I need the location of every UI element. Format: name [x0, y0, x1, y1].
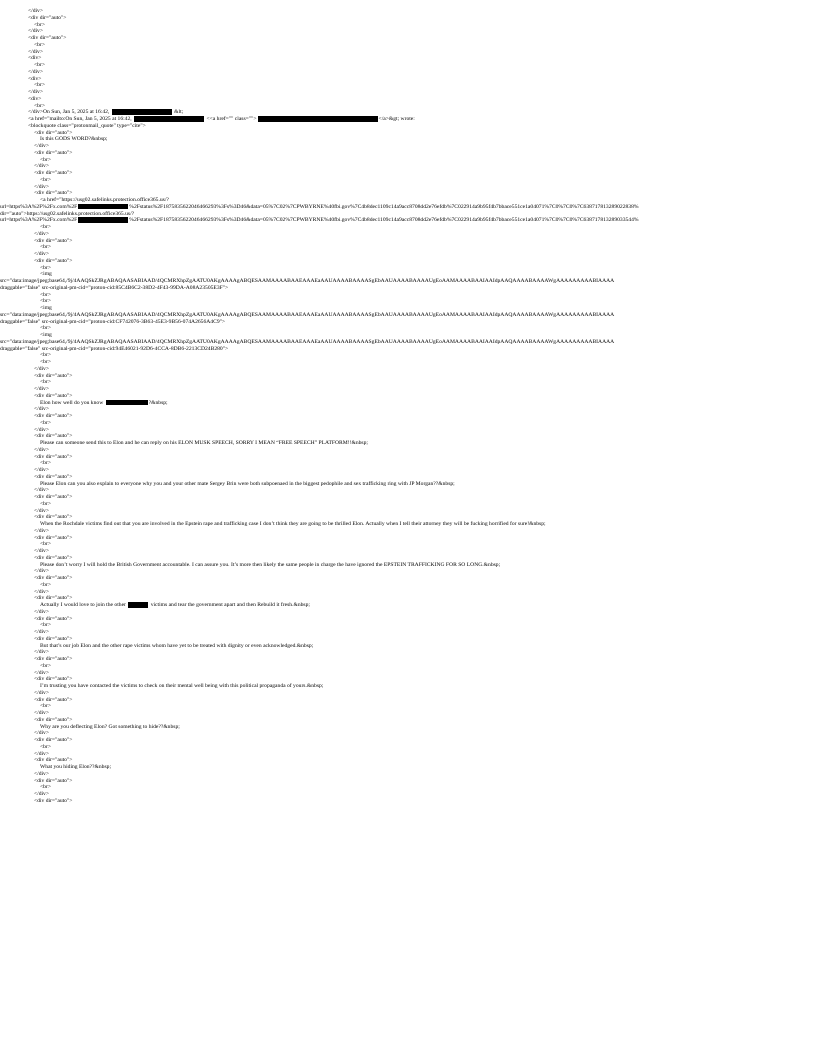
- line-text: <br>: [40, 541, 51, 548]
- source-line: [0, 379, 816, 386]
- source-line: [0, 231, 816, 238]
- line-text: <br>: [34, 82, 45, 89]
- line-text: <br>: [34, 21, 45, 28]
- line-text: &lt;: [172, 109, 184, 116]
- line-text: %2Fstatus%2F1875835622046466293%3Fs%3D46&data=05%7C02%7CPWBYRNE%40fbi.gov%7C4b8dec1109c14a9acc8708dd2e76efdb%7C022914a9b95f4b7bbace551ce1a04071%7C0%7C0%7C638717813289022838%: [129, 203, 639, 210]
- line-text: </div>On Sun, Jan 5, 2025 at 16:42,: [28, 109, 111, 116]
- source-line: [0, 683, 816, 690]
- source-line: [0, 454, 816, 461]
- source-line: [0, 271, 816, 278]
- line-text: </div>: [34, 446, 50, 453]
- line-text: <br>: [40, 662, 51, 669]
- source-line: [0, 440, 816, 447]
- source-line: [0, 562, 816, 569]
- source-line: [0, 359, 816, 366]
- source-line: [0, 42, 816, 49]
- line-text: </div>: [34, 730, 50, 737]
- line-text: <div dir="auto">: [34, 737, 73, 743]
- source-line: [0, 798, 816, 805]
- line-text: <br>: [34, 102, 45, 109]
- source-line: [0, 724, 816, 731]
- redaction-bar: [106, 400, 148, 406]
- line-text: <br>: [40, 176, 51, 183]
- line-text: </div>: [34, 163, 50, 170]
- line-text: </div>: [34, 467, 50, 473]
- source-line: [0, 170, 816, 177]
- line-text: <div dir="auto">: [34, 635, 73, 642]
- line-text: </div>: [34, 689, 50, 696]
- source-line: [0, 791, 816, 798]
- source-line: [0, 319, 816, 326]
- redaction-bar: [78, 217, 128, 223]
- line-text: src="data:image/jpeg;base64,/9j/4AAQSkZJRgABAQAASABIAAD/4QCMRXhpZgAATU0AKgAAAAgABQESAAMAAAABAAEAAAEaAAUAAAABAAAASgEbAAUAAAABAAAAUgEoAAMAAAABAAIAAIdpAAQAAAABAAAAWgAAAAAAAAABIAAAA: [0, 278, 615, 284]
- redaction-bar: [258, 116, 378, 122]
- line-text: </div>: [34, 527, 50, 534]
- line-text: <div dir="auto">: [34, 534, 73, 541]
- line-text: <div dir="auto">: [34, 494, 73, 500]
- line-text: <br>: [40, 743, 51, 750]
- source-line: [0, 676, 816, 683]
- source-line: [0, 346, 816, 353]
- source-line: [0, 69, 816, 76]
- email-source-document: [0, 8, 816, 805]
- source-line: [0, 663, 816, 670]
- line-text: <div dir="auto">: [34, 453, 73, 460]
- source-line: [0, 285, 816, 292]
- line-text: <div>: [28, 55, 42, 62]
- line-text: </div>: [34, 183, 50, 190]
- source-line: [0, 568, 816, 575]
- source-line: [0, 589, 816, 596]
- source-line: [0, 251, 816, 258]
- line-text: </div>: [34, 386, 50, 392]
- source-line: [0, 541, 816, 548]
- source-line: [0, 744, 816, 751]
- line-text: <br>: [40, 291, 51, 298]
- source-line: [0, 555, 816, 562]
- source-line: [0, 190, 816, 197]
- line-text: </div>: [34, 649, 50, 656]
- source-line: [0, 582, 816, 589]
- source-line: [0, 35, 816, 42]
- source-line: [0, 22, 816, 29]
- line-text: Please Elon can you also explain to everyone why you and your other mate Sergey Brin were both subpoenaed in the biggest pedophile and sex trafficking ring with JP Morgan??&nbsp;: [40, 480, 455, 487]
- line-text: </div>: [28, 28, 44, 35]
- line-text: </div>: [34, 669, 50, 676]
- source-line: [0, 447, 816, 454]
- source-line: [0, 325, 816, 332]
- source-line: [0, 278, 816, 285]
- source-line: [0, 717, 816, 724]
- source-line: [0, 427, 816, 434]
- line-text: </div>: [34, 608, 50, 615]
- source-line: [0, 730, 816, 737]
- line-text: <div dir="auto">: [34, 656, 73, 662]
- source-line: [0, 204, 816, 211]
- source-line: [0, 150, 816, 157]
- source-line: [0, 89, 816, 96]
- line-text: <br>: [40, 460, 51, 467]
- line-text: <img: [40, 332, 52, 338]
- line-text: </div>: [34, 426, 50, 433]
- source-line: [0, 211, 816, 218]
- source-line: [0, 28, 816, 35]
- line-text: <div dir="auto">: [34, 413, 73, 419]
- line-text: <br>: [40, 244, 51, 251]
- source-line: [0, 103, 816, 110]
- line-text: draggable="false" src-original-pm-cid="proton-cid:CF742076-3B63-45E3-9B56-074A2656A4C9">: [0, 318, 226, 325]
- line-text: <img: [40, 271, 52, 278]
- source-line: [0, 737, 816, 744]
- redaction-bar: [78, 204, 128, 210]
- source-line: [0, 55, 816, 62]
- source-line: [0, 62, 816, 69]
- line-text: <br>: [40, 156, 51, 163]
- line-text: <br>: [40, 622, 51, 629]
- source-line: [0, 298, 816, 305]
- line-text: <div>: [28, 95, 42, 102]
- line-text: src="data:image/jpeg;base64,/9j/4AAQSkZJRgABAQAASABIAAD/4QCMRXhpZgAATU0AKgAAAAgABQESAAMAAAABAAEAAAEaAAUAAAABAAAASgEbAAUAAAABAAAAUgEoAAMAAAABAAIAAIdpAAQAAAABAAAAWgAAAAAAAAABIAAAA: [0, 311, 615, 318]
- source-line: [0, 393, 816, 400]
- line-text: victims and tear the government apart and then Rebuild it fresh.&nbsp;: [149, 602, 310, 608]
- source-line: [0, 177, 816, 184]
- line-text: url=https%3A%2F%2Fx.com%2F: [0, 217, 78, 224]
- line-text: </a>&gt; wrote:: [378, 116, 415, 122]
- line-text: </div>: [34, 507, 50, 514]
- source-line: [0, 636, 816, 643]
- line-text: </div>: [34, 406, 50, 413]
- source-line: [0, 649, 816, 656]
- line-text: </div>: [34, 548, 50, 554]
- line-text: <div dir="auto">: [34, 237, 73, 244]
- source-line: [0, 420, 816, 427]
- line-text: ?&nbsp;: [148, 399, 168, 406]
- line-text: <div dir="auto">: [34, 170, 73, 176]
- line-text: <div dir="auto">: [34, 777, 73, 784]
- line-text: </div>: [28, 89, 44, 95]
- line-text: </div>: [28, 48, 44, 55]
- line-text: </div>: [34, 770, 50, 777]
- line-text: <br>: [40, 325, 51, 332]
- source-line: [0, 130, 816, 137]
- source-line: [0, 352, 816, 359]
- source-line: [0, 157, 816, 164]
- source-line: [0, 217, 816, 224]
- source-line: [0, 123, 816, 130]
- line-text: </div>: [34, 791, 50, 797]
- line-text: When the Rochdale victims find out that you are involved in the Epstein rape and trafficking case I don’t think they are going to be thrilled Elon. Actually when I tell their attorney they will be fucking horrified for sure!&nbsp;: [40, 521, 546, 527]
- source-line: [0, 96, 816, 103]
- line-text: <div dir="auto">: [28, 14, 67, 21]
- line-text: </div>: [34, 365, 50, 372]
- source-line: [0, 778, 816, 785]
- line-text: <a href="https://usg02.safelinks.protection.office365.us/?: [40, 197, 169, 203]
- line-text: <br>: [40, 379, 51, 386]
- line-text: <div dir="auto">: [34, 716, 73, 723]
- source-line: [0, 690, 816, 697]
- source-line: [0, 474, 816, 481]
- line-text: <div dir="auto">: [34, 433, 73, 440]
- source-line: [0, 82, 816, 89]
- source-line: [0, 400, 816, 407]
- line-text: <br>: [40, 500, 51, 507]
- line-text: <br>: [40, 784, 51, 791]
- line-text: <br>: [40, 581, 51, 588]
- line-text: <br>: [40, 352, 51, 359]
- line-text: <div dir="auto">: [34, 149, 73, 156]
- line-text: </div>: [34, 251, 50, 257]
- line-text: <div>: [28, 75, 42, 82]
- line-text: <div dir="auto">: [34, 554, 73, 561]
- line-text: <br>: [40, 703, 51, 710]
- source-line: [0, 703, 816, 710]
- source-line: [0, 764, 816, 771]
- source-line: [0, 710, 816, 717]
- line-text: url=https%3A%2F%2Fx.com%2F: [0, 203, 78, 210]
- line-text: <div dir="auto">: [34, 676, 73, 683]
- line-text: <br>: [34, 41, 45, 48]
- line-text: Please can someone send this to Elon and he can reply on his ELON MUSK SPEECH, SORRY I MEAN “FREE SPEECH” PLATFORM!!&nbsp;: [40, 440, 368, 446]
- source-line: [0, 433, 816, 440]
- source-line: [0, 481, 816, 488]
- line-text: draggable="false" src-original-pm-cid="proton-cid:85C4B6C2-38D2-4F43-99DA-A08A23505E3F">: [0, 284, 229, 291]
- redaction-bar: [128, 602, 148, 608]
- source-line: [0, 238, 816, 245]
- source-line: [0, 373, 816, 380]
- line-text: Please don’t worry I will hold the British Government accountable. I can assure you. It’s more then likely the same people in charge the have ignored the EPSTEIN TRAFFICKING FOR SO LONG.&nbsp;: [40, 561, 501, 568]
- line-text: src="data:image/jpeg;base64,/9j/4AAQSkZJRgABAQAASABIAAD/4QCMRXhpZgAATU0AKgAAAAgABQESAAMAAAABAAEAAAEaAAUAAAABAAAASgEbAAUAAAABAAAAUgEoAAMAAAABAAIAAIdpAAQAAAABAAAAWgAAAAAAAAABIAAAA: [0, 338, 615, 345]
- source-line: [0, 143, 816, 150]
- source-line: [0, 643, 816, 650]
- source-line: [0, 8, 816, 15]
- source-line: [0, 501, 816, 508]
- line-text: I’m trusting you have contacted the victims to check on their mental well being with this political propaganda of yours.&nbsp;: [40, 683, 324, 689]
- source-line: [0, 116, 816, 123]
- source-line: [0, 514, 816, 521]
- line-text: Why are you deflecting Elon? Got something to hide??&nbsp;: [40, 723, 180, 730]
- source-line: [0, 595, 816, 602]
- source-line: [0, 292, 816, 299]
- redaction-bar: [134, 116, 204, 122]
- source-line: [0, 109, 816, 116]
- source-line: [0, 609, 816, 616]
- source-line: [0, 616, 816, 623]
- line-text: <div dir="auto">: [34, 595, 73, 602]
- line-text: <div dir="auto">: [34, 514, 73, 521]
- source-line: [0, 487, 816, 494]
- line-text: <div dir="auto">: [34, 372, 73, 379]
- source-line: [0, 771, 816, 778]
- source-line: [0, 184, 816, 191]
- line-text: </div>: [28, 8, 44, 14]
- source-line: [0, 528, 816, 535]
- source-line: [0, 312, 816, 319]
- line-text: What you hiding Elon??&nbsp;: [40, 764, 111, 770]
- line-text: <br>: [40, 224, 51, 230]
- line-text: </div>: [34, 487, 50, 494]
- line-text: </div>: [34, 568, 50, 575]
- line-text: </div>: [34, 143, 50, 149]
- source-line: [0, 406, 816, 413]
- line-text: <br>: [40, 359, 51, 365]
- source-line: [0, 535, 816, 542]
- line-text: <div dir="auto">: [34, 615, 73, 622]
- source-line: [0, 265, 816, 272]
- line-text: <div dir="auto">: [34, 797, 73, 804]
- source-line: [0, 784, 816, 791]
- source-line: [0, 670, 816, 677]
- line-text: </div>: [28, 68, 44, 75]
- source-line: [0, 244, 816, 251]
- source-line: [0, 224, 816, 231]
- redaction-bar: [112, 109, 172, 115]
- source-line: [0, 49, 816, 56]
- line-text: dir="auto">https://usg02.safelinks.protection.office365.us/?: [0, 210, 135, 217]
- line-text: <div dir="auto">: [34, 696, 73, 703]
- source-line: [0, 602, 816, 609]
- line-text: </div>: [34, 588, 50, 595]
- line-text: </div>: [34, 629, 50, 635]
- line-text: Is this GODS WORD?&nbsp;: [40, 136, 108, 143]
- source-line: [0, 697, 816, 704]
- source-line: [0, 163, 816, 170]
- line-text: <div dir="auto">: [34, 190, 73, 197]
- source-line: [0, 332, 816, 339]
- line-text: <br>: [40, 298, 51, 305]
- line-text: <<a href="" class="">: [205, 116, 257, 122]
- source-line: [0, 76, 816, 83]
- source-line: [0, 413, 816, 420]
- line-text: But that’s our job Elon and the other rape victims whom have yet to be treated with dignity or even acknowledged.&nbsp;: [40, 642, 314, 649]
- line-text: <div dir="auto">: [34, 757, 73, 764]
- source-line: [0, 622, 816, 629]
- source-line: [0, 521, 816, 528]
- line-text: <div dir="auto">: [34, 392, 73, 399]
- source-line: [0, 386, 816, 393]
- source-line: [0, 575, 816, 582]
- source-line: [0, 751, 816, 758]
- line-text: <br>: [40, 419, 51, 426]
- source-line: [0, 467, 816, 474]
- source-line: [0, 548, 816, 555]
- line-text: <div dir="auto">: [28, 35, 67, 41]
- line-text: <a href="mailto:On Sun, Jan 5, 2025 at 16:42,: [28, 116, 134, 122]
- line-text: </div>: [34, 710, 50, 716]
- source-line: [0, 136, 816, 143]
- source-line: [0, 629, 816, 636]
- line-text: <div dir="auto">: [34, 575, 73, 581]
- line-text: </div>: [34, 750, 50, 757]
- line-text: Actually I would love to join the other: [40, 602, 128, 608]
- line-text: <br>: [34, 62, 45, 68]
- source-line: [0, 197, 816, 204]
- source-line: [0, 460, 816, 467]
- line-text: <br>: [40, 264, 51, 271]
- source-line: [0, 339, 816, 346]
- source-line: [0, 757, 816, 764]
- line-text: <div dir="auto">: [34, 473, 73, 480]
- source-line: [0, 15, 816, 22]
- source-line: [0, 366, 816, 373]
- source-line: [0, 305, 816, 312]
- line-text: %2Fstatus%2F1875835622046466293%3Fs%3D46&data=05%7C02%7CPWBYRNE%40fbi.gov%7C4b8dec1109c14a9acc8708dd2e76efdb%7C022914a9b95f4b7bbace551ce1a04071%7C0%7C0%7C638717813289033544%: [129, 217, 639, 224]
- line-text: </div>: [34, 230, 50, 237]
- line-text: <div dir="auto">: [34, 129, 73, 136]
- line-text: <blockquote class="protonmail_quote" type="cite">: [28, 122, 146, 129]
- source-line: [0, 494, 816, 501]
- line-text: draggable="false" src-original-pm-cid="proton-cid:94E46021-92D6-4CCA-8DB6-2213CD24B280">: [0, 345, 229, 352]
- source-line: [0, 656, 816, 663]
- source-line: [0, 258, 816, 265]
- line-text: <img: [40, 305, 52, 311]
- line-text: <div dir="auto">: [34, 257, 73, 264]
- source-line: [0, 508, 816, 515]
- line-text: Elon how well do you know: [40, 399, 105, 406]
